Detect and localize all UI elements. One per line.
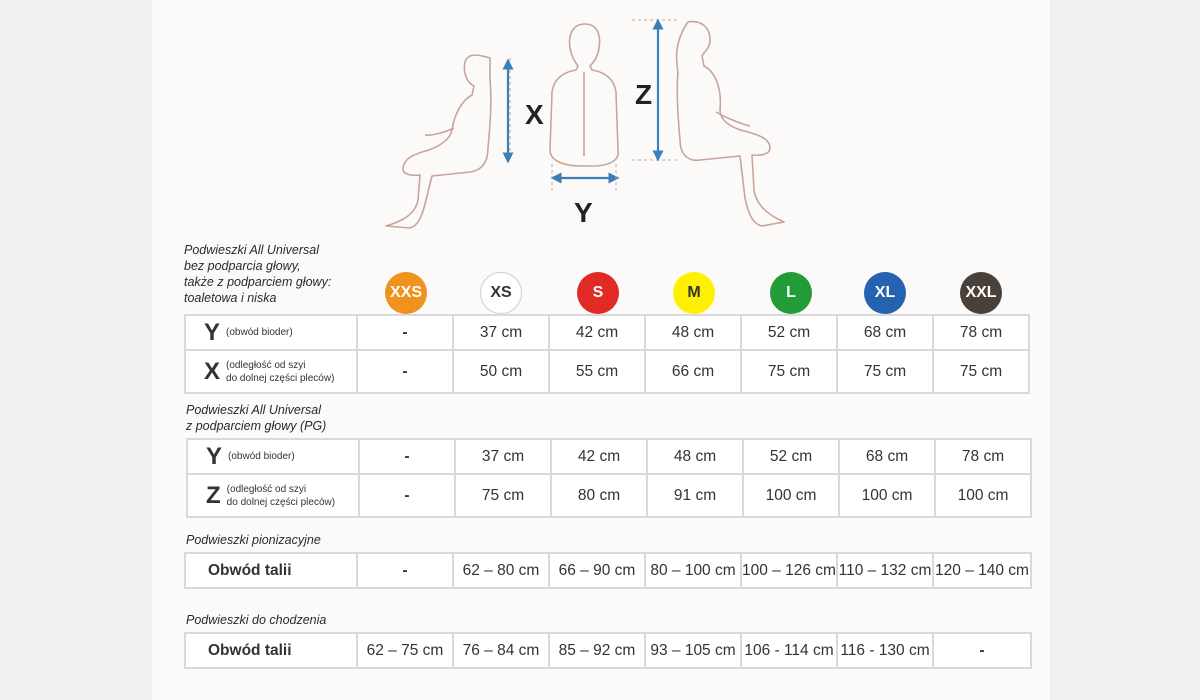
table-cell: 55 cm [549,350,645,393]
size-badge-xs: XS [480,272,522,314]
table-row [187,474,1031,517]
table-cell: - [933,633,1031,668]
table-cell: - [359,439,455,474]
row-header: X (odległość od szyi do dolnej części pleców) [185,350,357,393]
table-cell: 52 cm [741,315,837,350]
seated-figure-left [386,55,491,228]
table-cell: 76 – 84 cm [453,633,549,668]
table-cell: 42 cm [549,315,645,350]
row-header: Obwód talii [185,553,357,588]
section2-title: Podwieszki All Universal z podparciem głowy (PG) [186,403,327,433]
table-cell: - [357,350,453,393]
table-cell: 50 cm [453,350,549,393]
table-cell: 52 cm [743,439,839,474]
table-cell: 75 cm [741,350,837,393]
size-badge-xxl: XXL [960,272,1002,314]
table-cell: 68 cm [837,315,933,350]
table-walking-slings [184,632,1032,669]
x-dimension-label: X [525,99,544,130]
table-cell: 62 – 75 cm [357,633,453,668]
size-badge-xl: XL [864,272,906,314]
table-cell: 120 – 140 cm [933,553,1031,588]
row-header: Y (obwód bioder) [185,315,357,350]
table-cell: 93 – 105 cm [645,633,741,668]
table-cell: 66 cm [645,350,741,393]
row-header: Obwód talii [185,633,357,668]
table-all-universal-pg [186,438,1032,518]
table-cell: 78 cm [935,439,1031,474]
table-row [185,553,1031,588]
body-measurement-figure [370,0,810,240]
size-badge-m: M [673,272,715,314]
table-row [187,439,1031,474]
table-all-universal-basic [184,314,1030,394]
table-cell: 75 cm [455,474,551,517]
table-cell: 106 - 114 cm [741,633,837,668]
table-cell: 48 cm [647,439,743,474]
table-cell: 91 cm [647,474,743,517]
size-badge-xxs: XXS [385,272,427,314]
table-cell: 116 - 130 cm [837,633,933,668]
table-cell: 48 cm [645,315,741,350]
table-cell: 80 – 100 cm [645,553,741,588]
y-dimension-label: Y [574,197,593,228]
table-standing-slings [184,552,1032,589]
table-cell: 75 cm [837,350,933,393]
section3-title: Podwieszki pionizacyjne [186,533,321,547]
section1-title: Podwieszki All Universal bez podparcia głowy, także z podparciem głowy: toaletowa i niska [184,243,332,305]
table-cell: 62 – 80 cm [453,553,549,588]
section4-title: Podwieszki do chodzenia [186,613,327,627]
table-cell: 75 cm [933,350,1029,393]
size-badge-l: L [770,272,812,314]
table-cell: 100 cm [743,474,839,517]
row-header: Y (obwód bioder) [187,439,359,474]
table-cell: 100 cm [839,474,935,517]
seated-figure-right [677,22,784,226]
table-cell: 100 – 126 cm [741,553,837,588]
table-cell: 37 cm [455,439,551,474]
row-header: Z (odległość od szyi do dolnej części pleców) [187,474,359,517]
table-cell: 37 cm [453,315,549,350]
table-cell: 78 cm [933,315,1029,350]
table-row [185,350,1029,393]
table-cell: 80 cm [551,474,647,517]
z-dimension-label: Z [635,79,653,110]
table-cell: 85 – 92 cm [549,633,645,668]
table-cell: 68 cm [839,439,935,474]
table-cell: 42 cm [551,439,647,474]
table-row [185,633,1031,668]
table-cell: - [357,315,453,350]
table-cell: 110 – 132 cm [837,553,933,588]
table-cell: - [359,474,455,517]
table-cell: 66 – 90 cm [549,553,645,588]
table-row [185,315,1029,350]
table-cell: 100 cm [935,474,1031,517]
size-badge-s: S [577,272,619,314]
standing-back-figure-center [550,24,618,166]
table-cell: - [357,553,453,588]
